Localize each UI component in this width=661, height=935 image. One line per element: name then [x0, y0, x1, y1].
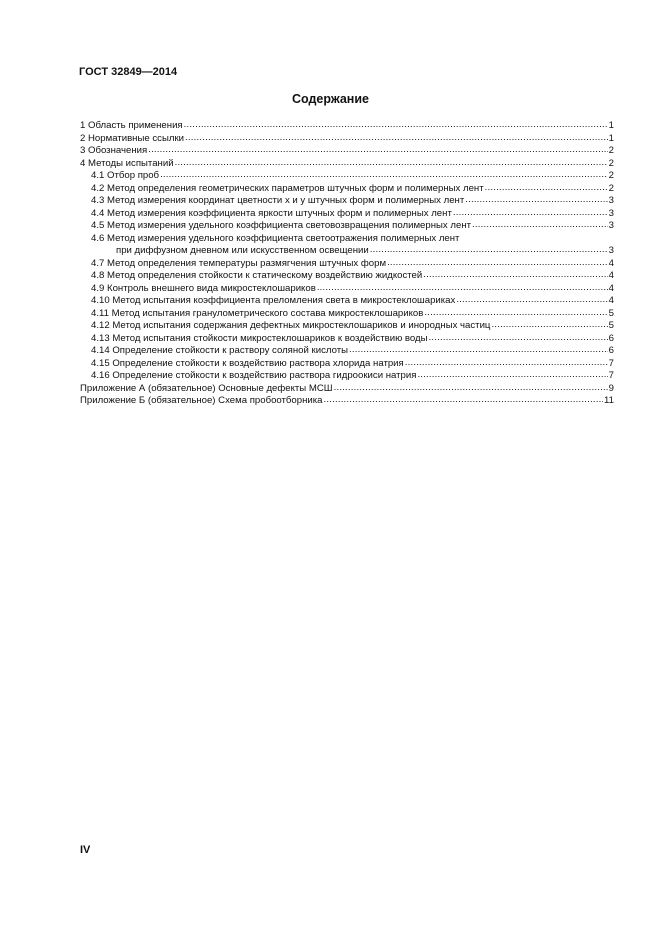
toc-leader-dots — [423, 269, 607, 282]
toc-entry-page: 3 — [608, 207, 614, 219]
toc-leader-dots — [472, 219, 608, 232]
toc-leader-dots — [349, 344, 608, 357]
toc-leader-dots — [417, 369, 607, 382]
toc-leader-dots — [160, 169, 608, 182]
toc-entry-text: 4.10 Метод испытания коэффициента преломления света в микростеклошариках — [91, 295, 456, 306]
toc-entry-text: Приложение Б (обязательное) Схема пробоотборника — [80, 395, 323, 406]
toc-entry-text: 4.6 Метод измерения удельного коэффициента светоотражения полимерных лент — [91, 232, 460, 244]
toc-leader-dots — [485, 182, 608, 195]
toc-leader-dots — [317, 282, 608, 295]
toc-entry-text: 2 Нормативные ссылки — [80, 132, 185, 144]
toc-entry-text: 3 Обозначения — [80, 145, 148, 156]
toc-entry-text: 4.11 Метод испытания гранулометрического состава микростеклошариков — [91, 307, 424, 319]
toc-leader-dots — [424, 307, 607, 320]
toc-entry-page: 2 — [608, 182, 614, 194]
toc-entry-text: 4.3 Метод измерения координат цветности x и y штучных форм и полимерных лент — [91, 195, 465, 206]
toc-entry-text: Приложение А (обязательное) Основные дефекты МСШ — [80, 382, 333, 394]
toc-entry-text: 4.16 Определение стойкости к воздействию раствора гидроокиси натрия — [91, 370, 417, 381]
toc-entry-page: 9 — [608, 382, 614, 394]
toc-entry-page: 7 — [608, 370, 614, 381]
toc-entry-page: 5 — [608, 307, 614, 319]
toc-leader-dots — [175, 157, 608, 170]
toc-entry-page: 4 — [608, 257, 614, 269]
toc-entry-text: 4.14 Определение стойкости к раствору соляной кислоты — [91, 345, 348, 356]
toc-entry-page: 3 — [608, 220, 614, 231]
toc-entry-text: 4.2 Метод определения геометрических параметров штучных форм и полимерных лент — [91, 182, 484, 194]
toc-entry-text: 4.13 Метод испытания стойкости микростеклошариков к воздействию воды — [91, 332, 428, 344]
toc-entry-page: 11 — [604, 395, 614, 406]
toc-entry-page: 4 — [608, 282, 614, 294]
toc-leader-dots — [387, 257, 608, 270]
toc-title: Содержание — [291, 92, 369, 106]
toc-entry-page: 4 — [608, 295, 614, 306]
toc-entry-text: 4.4 Метод измерения коэффициента яркости штучных форм и полимерных лент — [91, 207, 452, 219]
toc-entry-text: 4.1 Отбор проб — [91, 170, 160, 181]
toc-entry-text: 1 Область применения — [80, 120, 183, 131]
toc-entry-page: 2 — [608, 145, 614, 156]
toc-entry-page: 2 — [608, 157, 614, 169]
toc-leader-dots — [453, 207, 608, 220]
toc-subentry[interactable] — [80, 220, 614, 233]
toc-entry-page: 2 — [608, 170, 614, 181]
toc-entry-text: 4 Методы испытаний — [80, 157, 174, 169]
toc-entry-page: 3 — [608, 195, 614, 206]
toc-entry-page: 6 — [608, 345, 614, 356]
toc-entry-page: 4 — [608, 270, 614, 281]
toc-entry-text: 4.15 Определение стойкости к воздействию раствора хлорида натрия — [91, 357, 404, 369]
document-header: ГОСТ 32849—2014 — [79, 66, 178, 78]
toc-leader-dots — [491, 319, 607, 332]
toc-entry-text: 4.12 Метод испытания содержания дефектных микростеклошариков и инородных частиц — [91, 320, 491, 331]
toc-leader-dots — [185, 132, 608, 145]
toc-leader-dots — [370, 244, 608, 257]
toc-entry-page: 1 — [608, 132, 614, 144]
toc-entry-page: 7 — [608, 357, 614, 369]
toc-leader-dots — [465, 194, 607, 207]
toc-leader-dots — [456, 294, 607, 307]
toc-leader-dots — [148, 144, 607, 157]
toc-entry-text: 4.8 Метод определения стойкости к статическому воздействию жидкостей — [91, 270, 423, 281]
page-number: IV — [80, 844, 91, 856]
toc-entry-page: 6 — [608, 332, 614, 344]
toc-entry-text: 4.5 Метод измерения удельного коэффициента световозвращения полимерных лент — [91, 220, 472, 231]
toc-entry-appendix[interactable] — [80, 395, 614, 408]
toc-leader-dots — [184, 119, 608, 132]
toc-entry-text-continuation: при диффузном дневном или искусственном освещении — [116, 245, 369, 256]
toc-entry-page: 1 — [608, 120, 614, 131]
table-of-contents — [80, 120, 614, 408]
toc-leader-dots — [405, 357, 608, 370]
toc-entry-text: 4.9 Контроль внешнего вида микростеклошариков — [91, 282, 316, 294]
toc-leader-dots — [334, 382, 608, 395]
toc-entry-page: 3 — [608, 245, 614, 256]
toc-leader-dots — [429, 332, 608, 345]
toc-entry-page: 5 — [608, 320, 614, 331]
toc-leader-dots — [324, 394, 604, 407]
toc-entry-text: 4.7 Метод определения температуры размягчения штучных форм — [91, 257, 387, 269]
